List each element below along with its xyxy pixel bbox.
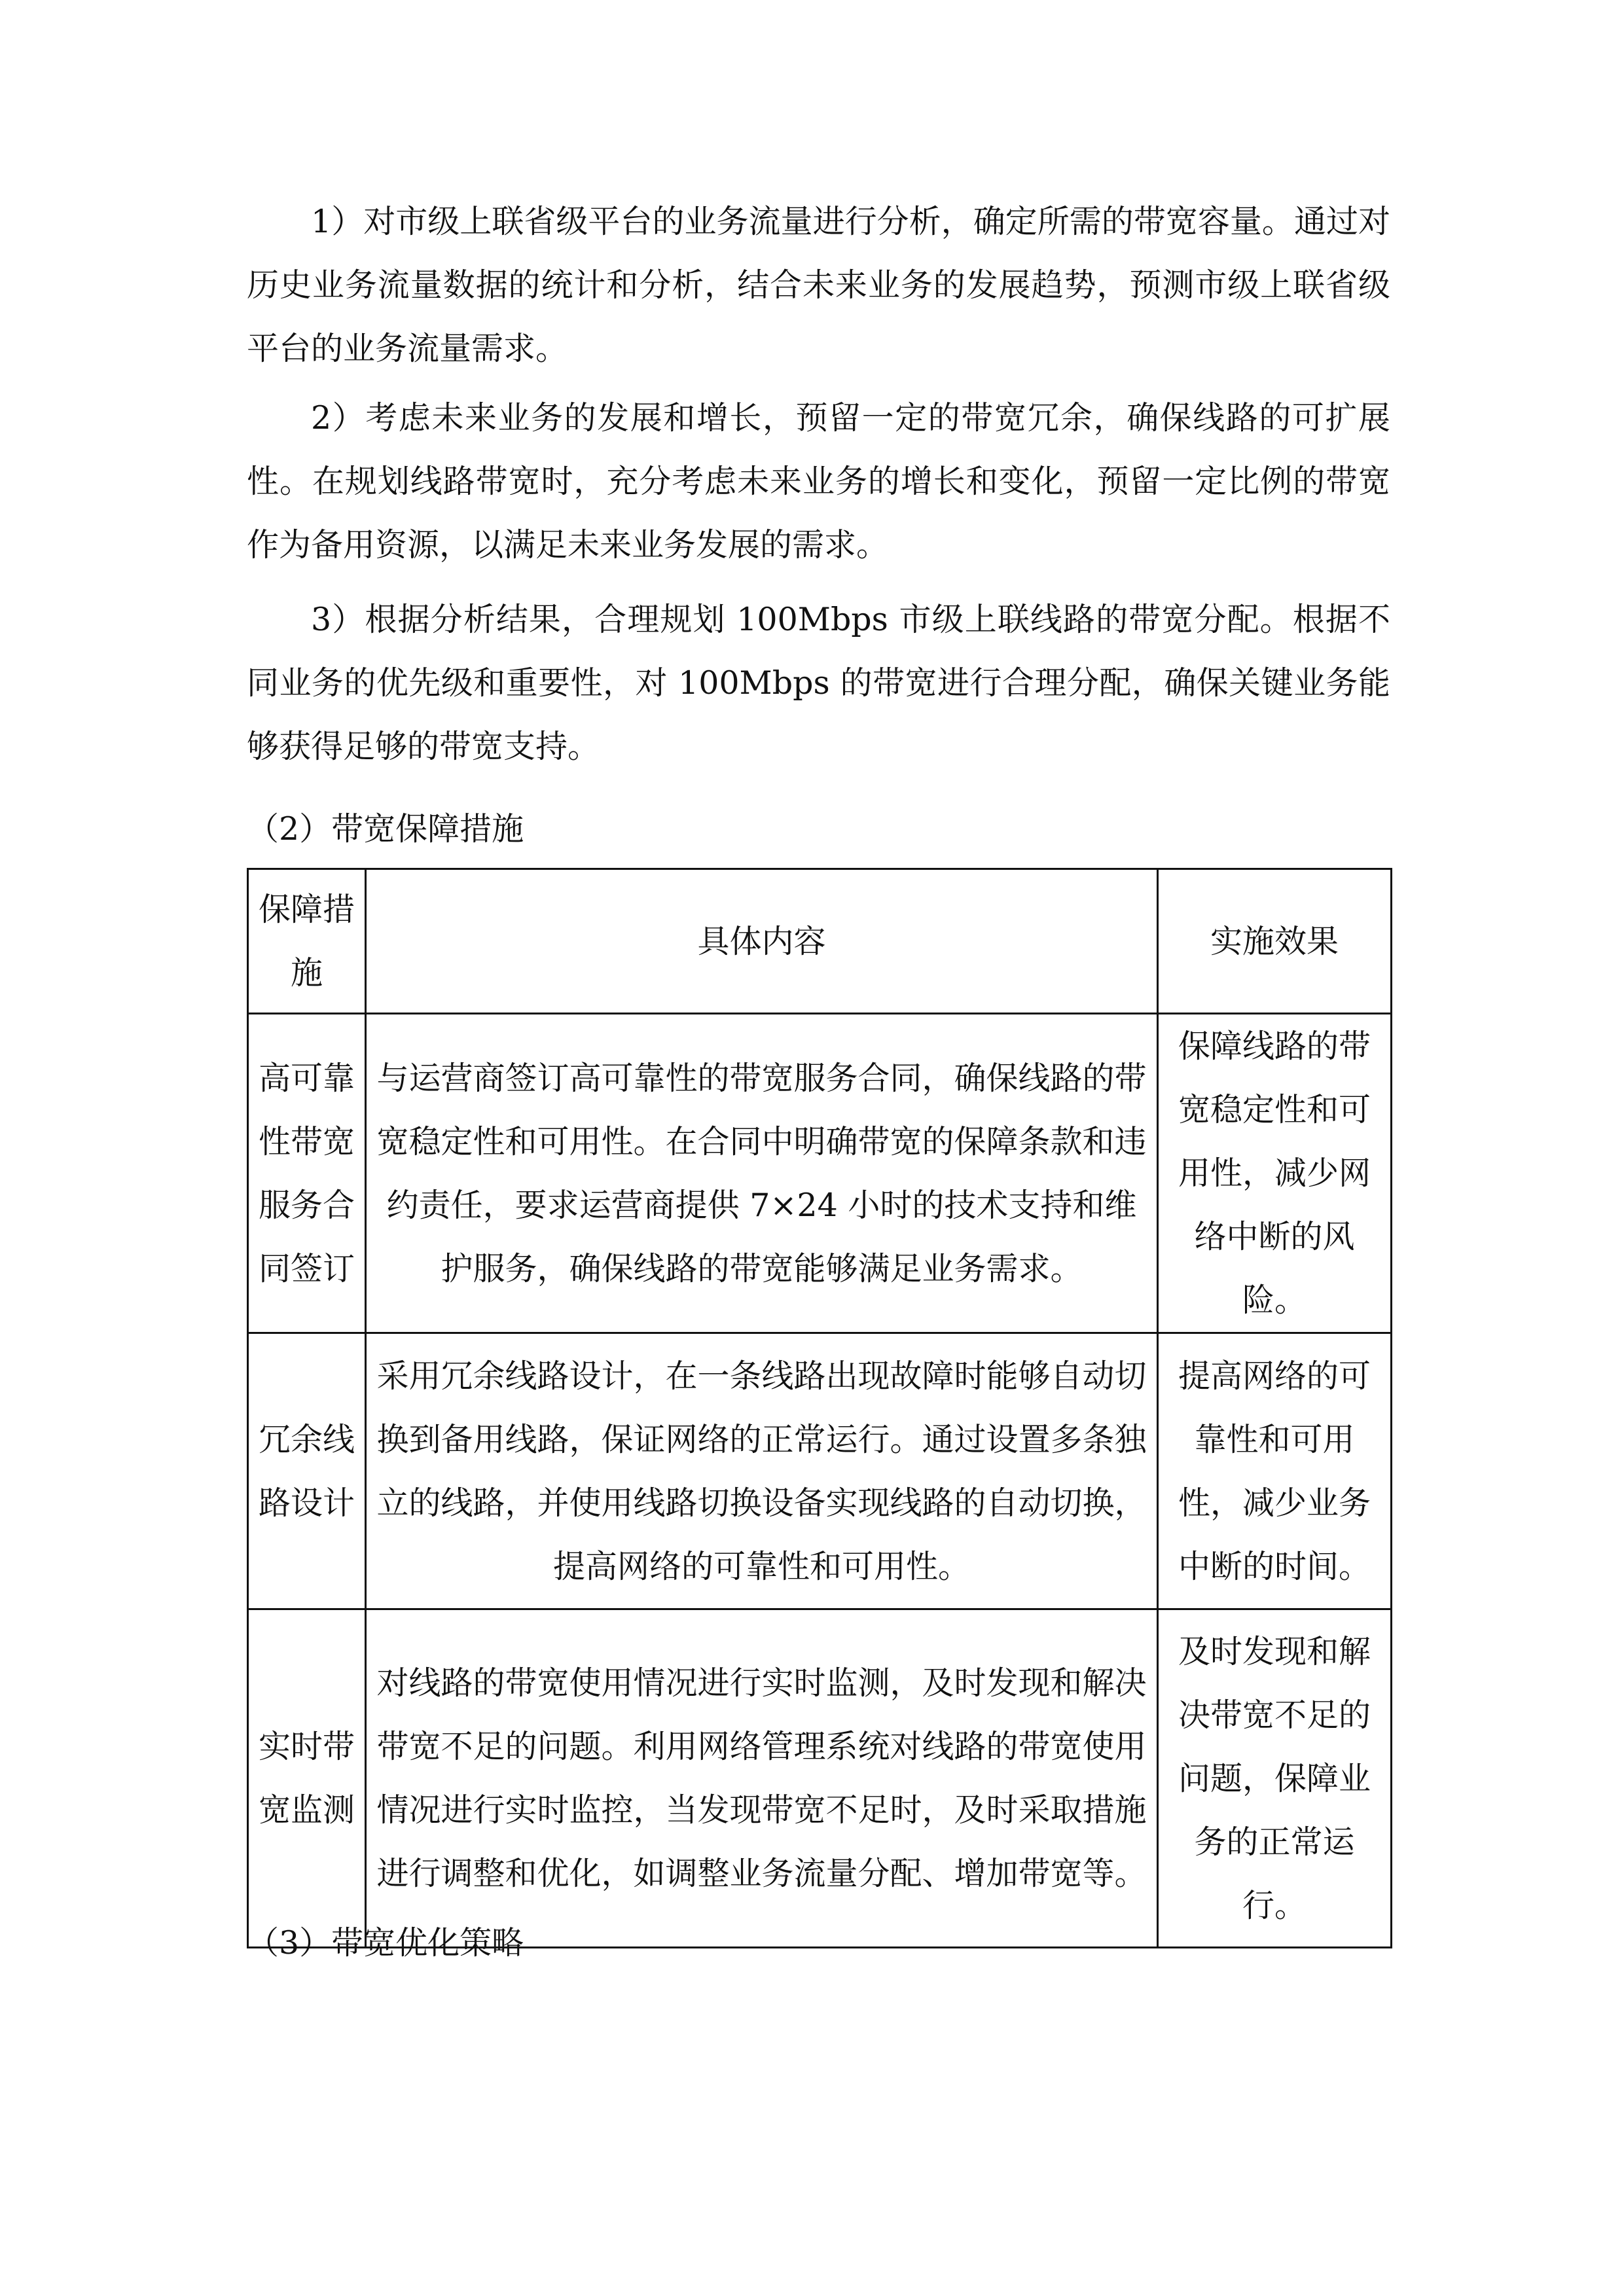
paragraph-bandwidth-redundancy: 2）考虑未来业务的发展和增长，预留一定的带宽冗余，确保线路的可扩展性。在规划线路带宽时，充分考虑未来业务的增长和变化，预留一定比例的带宽作为备用资源，以满足未来业务发展的需求。 <box>247 399 1390 564</box>
table-row <box>248 1609 1392 1948</box>
bandwidth-assurance-table <box>247 868 1392 1948</box>
table-row <box>248 1333 1392 1609</box>
cell-measure: 高可靠性带宽服务合同签订 <box>248 1014 366 1333</box>
cell-measure: 实时带宽监测 <box>248 1609 366 1948</box>
cell-effect: 提高网络的可靠性和可用性，减少业务中断的时间。 <box>1158 1333 1392 1609</box>
table-header-row <box>248 869 1392 1014</box>
header-content: 具体内容 <box>366 869 1158 1014</box>
paragraph-bandwidth-allocation: 3）根据分析结果，合理规划 100Mbps 市级上联线路的带宽分配。根据不同业务的优先级和重要性，对 100Mbps 的带宽进行合理分配，确保关键业务能够获得足够的带宽支持。 <box>247 601 1390 765</box>
section-heading-bandwidth-optimization: （3）带宽优化策略 <box>247 1924 524 1962</box>
paragraph-traffic-analysis: 1）对市级上联省级平台的业务流量进行分析，确定所需的带宽容量。通过对历史业务流量数据的统计和分析，结合未来业务的发展趋势，预测市级上联省级平台的业务流量需求。 <box>247 203 1390 367</box>
section-heading-bandwidth-assurance: （2）带宽保障措施 <box>247 810 524 848</box>
table-row <box>248 1014 1392 1333</box>
cell-effect: 保障线路的带宽稳定性和可用性，减少网络中断的风险。 <box>1158 1014 1392 1333</box>
cell-content: 采用冗余线路设计，在一条线路出现故障时能够自动切换到备用线路，保证网络的正常运行。通过设置多条独立的线路，并使用线路切换设备实现线路的自动切换，提高网络的可靠性和可用性。 <box>366 1333 1158 1609</box>
cell-content: 与运营商签订高可靠性的带宽服务合同，确保线路的带宽稳定性和可用性。在合同中明确带宽的保障条款和违约责任，要求运营商提供 7×24 小时的技术支持和维护服务，确保线路的带宽能够满足业务需求。 <box>366 1014 1158 1333</box>
cell-effect: 及时发现和解决带宽不足的问题，保障业务的正常运行。 <box>1158 1609 1392 1948</box>
cell-measure: 冗余线路设计 <box>248 1333 366 1609</box>
cell-content: 对线路的带宽使用情况进行实时监测，及时发现和解决带宽不足的问题。利用网络管理系统对线路的带宽使用情况进行实时监控，当发现带宽不足时，及时采取措施进行调整和优化，如调整业务流量分配、增加带宽等。 <box>366 1609 1158 1948</box>
header-effect: 实施效果 <box>1158 869 1392 1014</box>
header-measure: 保障措施 <box>248 869 366 1014</box>
